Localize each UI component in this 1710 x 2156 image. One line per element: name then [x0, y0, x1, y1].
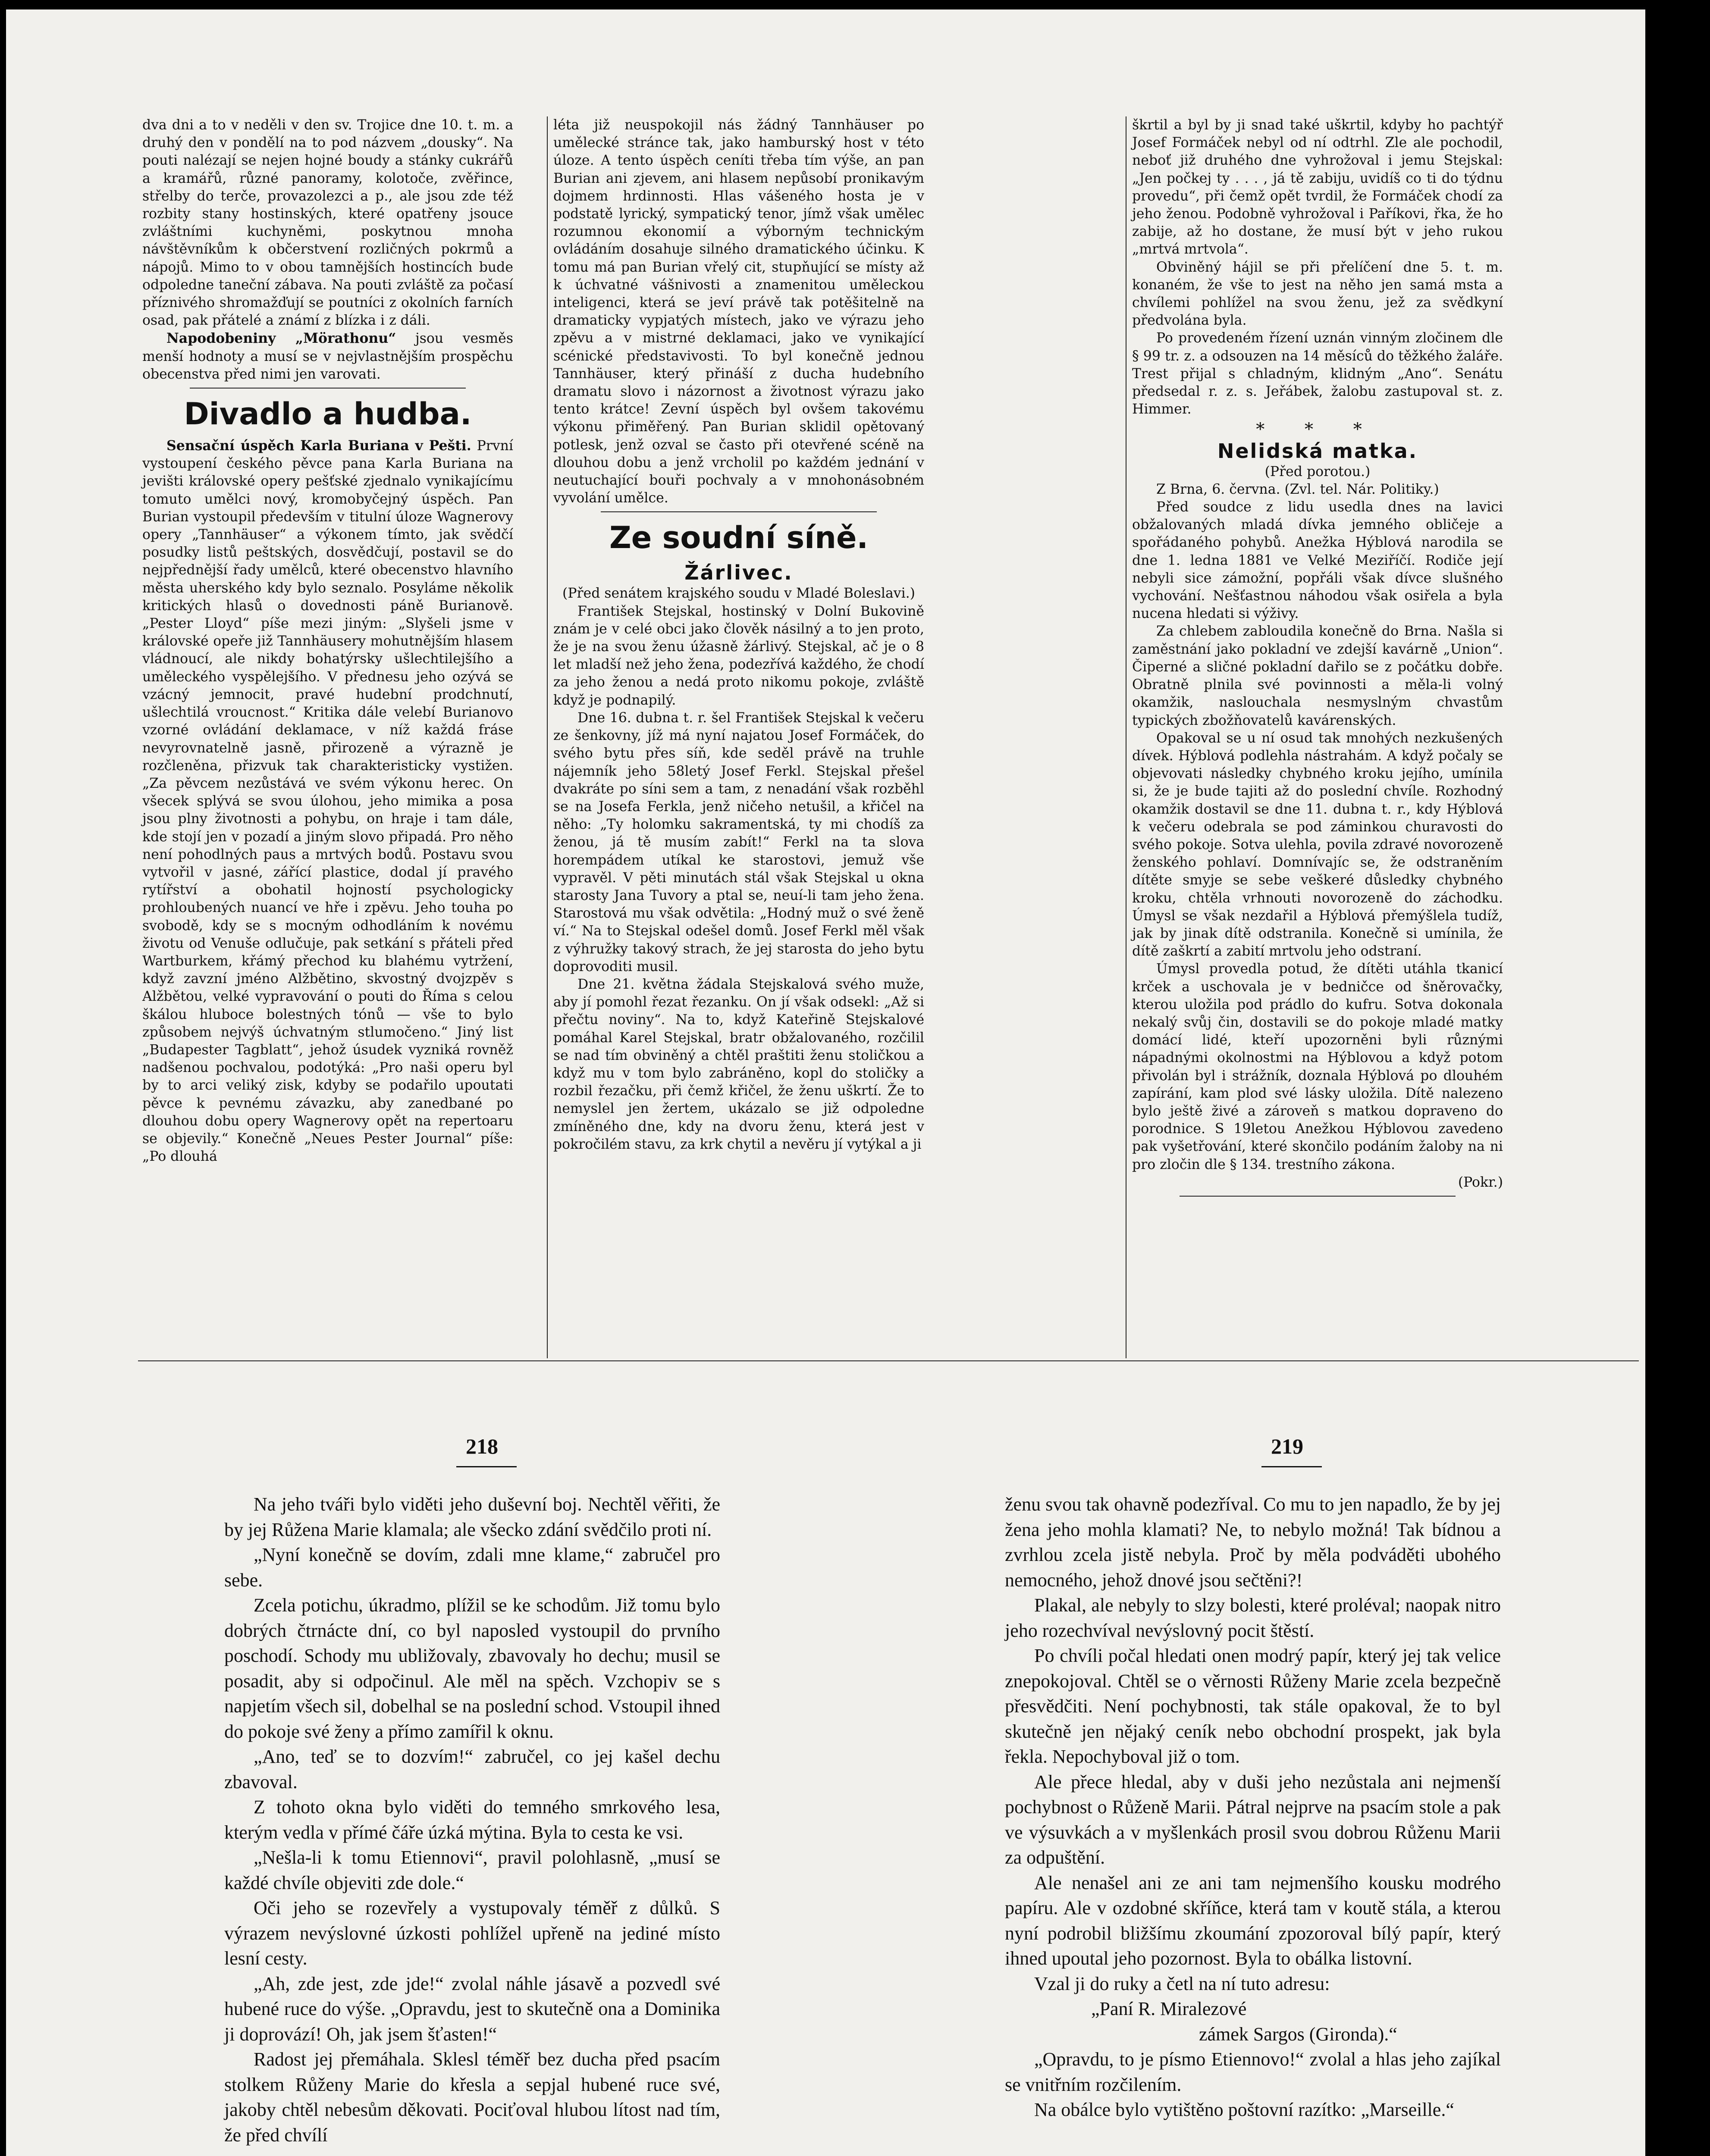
book-page-left — [224, 1492, 720, 2148]
paragraph — [142, 329, 513, 383]
article-title: Nelidská matka. — [1217, 439, 1418, 463]
newspaper-column-1 — [142, 116, 513, 1166]
address-line: „Paní R. Miralezové — [1091, 1998, 1247, 2019]
section-title-court: Ze soudní síně. — [609, 520, 869, 556]
divider — [1180, 1196, 1456, 1197]
page-number-rule — [1261, 1466, 1322, 1467]
section-title-theatre: Divadlo a hudba. — [184, 396, 472, 432]
book-paragraph: Na jeho tváři bylo viděti jeho duševní boj. Nechtěl věřiti, že by jej Růžena Marie klamala; ale všecko zdání svědčilo proti ní. — [224, 1494, 720, 1540]
scan-border-top — [0, 0, 1710, 9]
paragraph — [142, 437, 513, 1166]
book-paragraph: Plakal, ale nebyly to slzy bolesti, které proléval; naopak nitro jeho rozechvíval nevýslovný pocit štěstí. — [1005, 1595, 1501, 1641]
column-rule — [547, 116, 548, 1358]
book-paragraph: Na obálce bylo vytištěno poštovní razítko: „Marseille.“ — [1034, 2099, 1454, 2120]
paragraph: Opakoval se u ní osud tak mnohých nezkušených dívek. Hýblová podlehla nástrahám. A když počaly se objevovati následky chybného kroku jejího, umínila si, že je bude tajiti až do poslední chvíle. Rozhodný okamžik dostavil se dne 11. dubna t. r., kdy Hýblová k večeru odebrala se pod záminkou churavosti do svého pokoje. Sotva ulehla, povila zdravé novorozeně ženského pohlaví. Domnívajíc se, že odstraněním dítěte smyje se sebe veškeré důsledky chybného kroku, chtěla vrhnouti novorozeně do záchodku. Úmysl se však nezdařil a Hýblová přemýšlela tudíž, jak by jinak dítě odstranila. Konečně si umínila, že dítě zaškrtí a zabití mrtvolu jeho odstraní. — [1132, 730, 1503, 959]
page-number-right: 219 — [1271, 1434, 1303, 1458]
book-paragraph: Ale přece hledal, aby v duši jeho nezůstala ani nejmenší pochybnost o Růženě Marii. Pátral nejprve na psacím stole a pak ve výsuvkách a v myšlenkách prosil svou dobrou Růženu Marii za odpuštění. — [1005, 1771, 1501, 1868]
book-paragraph: Po chvíli počal hledati onen modrý papír, který jej tak velice znepokojoval. Chtěl se o věrnosti Růženy Marie zcela bezpečně přesvědčiti. Není pochybnosti, tak stále opakoval, že to byl skutečně jen nějaký ceník nebo obchodní prospekt, jak byla řekla. Nepochyboval již o tom. — [1005, 1645, 1501, 1767]
court-note: (Před senátem krajského soudu v Mladé Boleslavi.) — [562, 586, 915, 602]
page-number-rule — [456, 1466, 517, 1467]
book-paragraph: ženu svou tak ohavně podezříval. Co mu to jen napadlo, že by jej žena jeho mohla klamati? Ne, to nebylo možná! Tak bídnou a zvrhlou zcela jistě nebyla. Proč by měla podváděti ubohého nemocného, jehož dnové jsou sečtěni?! — [1005, 1494, 1501, 1591]
continued-note: (Pokr.) — [1458, 1174, 1503, 1190]
divider — [601, 511, 877, 512]
paragraph: Dne 21. května žádala Stejskalová svého muže, aby jí pomohl řezat řezanku. On jí však odsekl: „Až si přečtu noviny“. Na to, když Kateřině Stejskalové pomáhal Karel Stejskal, bratr obžalovaného, rozčilil se nad tím obviněný a chtěl praštiti ženu stoličkou a když mu v tom bylo zabráněno, kopl do stoličky a rozbil řezačku, při čemž křičel, že ženu uškrtí. Že to nemyslel jen žertem, ukázalo se již odpoledne zmíněného dne, kdy na dvoru ženu, která jest v pokročilém stavu, za krk chytil a nevěru jí vytýkal a ji — [553, 976, 924, 1152]
scan-border-left — [0, 0, 6, 2156]
court-note: (Před porotou.) — [1264, 464, 1371, 479]
paragraph: Úmysl provedla potud, že dítěti utáhla tkanicí krček a uschovala je v bedničce od šněrovačky, kterou uložila pod prádlo do kufru. Sotva dokonala nekalý svůj čin, dostavili se do pokoje mladé matky domácí lidé, kteří upozorněni byli různými nápadnými okolnostmi na Hýblovou a když potom přivolán byl i strážník, doznala Hýblová po dlouhém zapírání, kam plod své lásky uložila. Dítě nalezeno bylo ještě živé a zároveň s matkou dopraveno do porodnice. S 19letou Anežkou Hýblovou zavedeno pak vyšetřování, které skončilo podáním žaloby na ni pro zločin dle § 134. trestního zákona. — [1132, 961, 1503, 1172]
book-paragraph: Ale nenašel ani ze ani tam nejmenšího kousku modrého papíru. Ale v ozdobné skříňce, která tam v koutě stála, a kterou nyní podrobil bližšímu zkoumání zpozoroval bílý papír, který ihned upoutal jeho pozornost. Byla to obálka listovní. — [1005, 1872, 1501, 1969]
article-title: Žárlivec. — [684, 561, 793, 585]
book-paragraph: „Opravdu, to je písmo Etiennovo!“ zvolal a hlas jeho zajíkal se vnitřním rozčilením. — [1005, 2049, 1501, 2095]
dateline: Z Brna, 6. června. (Zvl. tel. Nár. Politiky.) — [1156, 481, 1439, 497]
book-paragraph: Zcela potichu, úkradmo, plížil se ke schodům. Již tomu bylo dobrých čtrnácte dní, co byl naposled vystoupil do prvního poschodí. Schody mu ubližovaly, zbavovaly ho dechu; musil se posadit, aby si odpočinul. Ale měl na spěch. Vzchopiv se s napjetím všech sil, dobelhal se na poslední schod. Vstoupil ihned do pokoje své ženy a přímo zamířil k oknu. — [224, 1595, 720, 1742]
book-paragraph: Vzal ji do ruky a četl na ní tuto adresu: — [1034, 1973, 1330, 1994]
book-paragraph: „Nešla-li k tomu Etiennovi“, pravil polohlasně, „musí se každé chvíle objeviti zde dole.“ — [224, 1847, 720, 1893]
book-paragraph: Oči jeho se rozevřely a vystupovaly téměř z důlků. S výrazem nevýslovné úzkosti pohlížel upřeně na jediné místo lesní cesty. — [224, 1897, 720, 1969]
paragraph: Obviněný hájil se při přelíčení dne 5. t. m. konaném, že vše to jest na něho jen samá msta a chvílemi pohlížel na svou ženu, jež za svědkyní předvolána byla. — [1132, 259, 1503, 329]
book-paragraph: „Nyní konečně se dovím, zdali mne klame,“ zabručel pro sebe. — [224, 1544, 720, 1591]
scan-border-right — [1645, 0, 1710, 2156]
paragraph: škrtil a byl by ji snad také uškrtil, kdyby ho pachtýř Josef Formáček nebyl od ní odtrhl. Zle ale pochodil, neboť již druhého dne vyhrožoval i jemu Stejskal: „Jen počkej ty . . . , já tě zabiju, uvidíš co ti do týdnu provedu“, při čemž opět tvrdil, že Formáček chodí za jeho ženou. Podobně vyhrožoval i Paříkovi, řka, že ho zabije, až ho dostane, že musí být v jeho rukou „mrtvá mrtvola“. — [1132, 117, 1503, 257]
paragraph: Za chlebem zabloudila konečně do Brna. Našla si zaměstnání jako pokladní ve zdejší kavárně „Union“. Čiperné a sličné pokladní dařilo se z počátku dobře. Obratně plnila své povinnosti a měla-li volný okamžik, naslouchala nesmyslným chvastům typických zbožňovatelů kavárenských. — [1132, 624, 1503, 728]
paragraph-lead: Napodobeniny „Mörathonu“ — [166, 330, 396, 347]
newspaper-column-2 — [553, 116, 924, 1153]
page-number-left: 218 — [466, 1434, 498, 1458]
paragraph: dva dni a to v neděli v den sv. Trojice dne 10. t. m. a druhý den v pondělí na to pod názvem „dousky“. Na pouti nalézají se nejen hojné boudy a stánky cukrářů a kramářů, různé panoramy, kolotoče, zvěřince, střelby do terče, provazolezci a p., ale jsou zde též rozbity stany hostinských, které opatřeny jsouce zvláštními kuchyněmi, poskytnou mnoha návštěvníkům k občerstvení rozličných pokrmů a nápojů. Mimo to v obou tamnějších hostincích bude odpoledne taneční zábava. Na pouti zvláště za počasí příznivého shromažďují se poutníci z okolních farních osad, pak přátelé a známí z blízka i z dáli. — [142, 117, 513, 329]
paragraph: Dne 16. dubna t. r. šel František Stejskal k večeru ze šenkovny, jíž má nyní najatou Josef Formáček, do svého bytu přes síň, kde seděl právě na truhle nájemník jeho 58letý Josef Ferkl. Stejskal přešel dvakráte po síni sem a tam, z nenadání však rozběhl se na Josefa Ferkla, jenž ničeho netušil, a křičel na něho: „Ty holomku sakramentská, ty mi chodíš za ženou, já tě musím zabít!“ Ferkl na ta slova horempádem utíkal ke starostovi, jemuž vše vypravěl. V pěti minutách stál však Stejskal u okna starosty Jana Tuvory a ptal se, neuí-li tam jeho žena. Starostová mu však odvětila: „Hodný muž o své ženě ví.“ Na to Stejskal odešel domů. Josef Ferkl měl však z výhružky takový strach, že jej starosta do jeho bytu doprovoditi musil. — [553, 710, 924, 975]
book-page-right — [1005, 1492, 1501, 2123]
book-paragraph: Radost jej přemáhala. Sklesl téměř bez ducha před psacím stolkem Růženy Marie do křesla a sepjal hubené ruce své, jakoby chtěl nebesům děkovati. Pociťoval hlubou lítost nad tím, že před chvílí — [224, 2049, 720, 2146]
book-paragraph: „Ano, teď se to dozvím!“ zabručel, co jej kašel dechu zbavoval. — [224, 1746, 720, 1792]
paragraph: Před soudce z lidu usedla dnes na lavici obžalovaných mladá dívka jemného obličeje a spořádaného pohybů. Anežka Hýblová narodila se dne 1. ledna 1881 ve Velké Meziříčí. Rodiče její nebyli sice zámožní, popřáli však dívce slušného vychování. Nešťastnou náhodou však osiřela a byla nucena hledati si výživy. — [1132, 499, 1503, 622]
paragraph: léta již neuspokojil nás žádný Tannhäuser po umělecké stránce tak, jako hamburský host v této úloze. A tento úspěch ceníti třeba tím výše, an pan Burian ani zjevem, ani hlasem nepůsobí pronikavým dojmem hrdinnosti. Hlas vášeného hosta je v podstatě lyrický, sympatický tenor, jímž však umělec rozumnou ekonomií a výborným technickým ovládáním dosahuje silného dramatického účinku. K tomu má pan Burian vřelý cit, stupňující se místy až k úchvatné vášnivosti a znamenitou uměleckou inteligenci, která se jeví právě tak potěšitelně na dramaticky vypjatých místech, jako ve výrazu jeho zpěvu a v mistrné deklamaci, jako ve vynikající scénické představivosti. To byl konečně jednou Tannhäuser, který přináší z ducha hudebního dramatu slovo i názornost a životnost výrazu jako tento krátce! Zevní úspěch byl ovšem takovému výkonu přiměřený. Pan Burian sklidil opětovaný potlesk, jenž ozval se často při otevřené scéně na dlouhou dobu a jenž vrcholil po každém jednání v neutuchající bouři pochvaly a v mnohonásobném vyvolání umělce. — [553, 117, 924, 506]
book-paragraph: Z tohoto okna bylo viděti do temného smrkového lesa, kterým vedla v přímé čáře úzká mýtina. Byla to cesta ke vsi. — [224, 1796, 720, 1843]
section-stars: * * * — [1256, 420, 1379, 440]
address-line: zámek Sargos (Gironda).“ — [1199, 2023, 1397, 2045]
paragraph: František Stejskal, hostinský v Dolní Bukovině znám je v celé obci jako člověk násilný a to jen proto, že je na svou ženu úžasně žárlivý. Stejskal, ač je o 8 let mladší než jeho žena, podezřívá každého, že chodí za jeho ženou a nedá proto nikomu pokoje, zvláště když je podnapilý. — [553, 603, 924, 708]
divider — [190, 388, 466, 389]
paragraph: Po provedeném řízení uznán vinným zločinem dle § 99 tr. z. a odsouzen na 14 měsíců do těžkého žaláře. Trest přijal s chladným, klidným „Ano“. Senátu předsedal r. z. s. Jeřábek, žalobu zastupoval st. z. Himmer. — [1132, 330, 1503, 417]
paragraph-lead: Sensační úspěch Karla Buriana v Pešti. — [166, 438, 471, 454]
page-separator-rule — [138, 1360, 1639, 1361]
paragraph-text: jsou vesměs menší hodnoty a musí se v nejvlastnějším prospěchu obecenstva před nimi jen varovati. — [142, 331, 513, 382]
book-paragraph: „Ah, zde jest, zde jde!“ zvolal náhle jásavě a pozvedl své hubené ruce do výše. „Opravdu, jest to skutečně ona a Dominika ji doprovází! Oh, jak jsem šťasten!“ — [224, 1973, 720, 2045]
newspaper-column-3 — [1132, 116, 1503, 1201]
paragraph-text: První vystoupení českého pěvce pana Karla Buriana na jevišti královské opery pešťské zjednalo vynikajícímu tomuto umělci nový, kromobyčejný úspěch. Pan Burian vystoupil především v titulní úloze Wagnerovy opery „Tannhäuser“ a výkonem tímto, jak svědčí posudky listů peštských, dosvědčují, postavil se do nejpřednější řady umělců, které obecenstvo hlavního města uherského kdy bylo seznalo. Posyláme několik kritických hlasů o dovednosti páně Burianově. „Pester Lloyd“ píše mezi jiným: „Slyšeli jsme v královské opeře již Tannhäusery mohutnějším hlasem vládnoucí, ale nikdy bohatýrsky ušlechtilejšího a uměleckého vyspělejšího. V přednesu jeho ozývá se vzácný jemnocit, pravé hudební prodchnutí, ušlechtilá vroucnost.“ Kritika dále velebí Burianovo vzorné ovládání deklamace, v níž každá fráse nevyrovnatelně jasně, přirozeně a výrazně je rozčleněna, přizvuk tak charakteristicky vystižen. „Za pěvcem nezůstává ve svém výkonu herec. On všecek splývá se svou úlohou, jeho mimika a posa jsou plny životnosti a pohybu, on hraje i tam dále, kde stojí jen v pozadí a jiným slovo připadá. Pro něho není pohodlných paus a mrtvých bodů. Postavu svou vytvořil v jasné, zářící plastice, dodal jí pravého rytířství a obohatil hojností psychologicky prohloubených nuancí ve hře i zpěvu. Jeho touha po svobodě, kdy se s mocným odhodláním k novému životu od Venuše odlučuje, pak setkání s přáteli před Wartburkem, křámý přechod ku blahému vytržení, když zavzní jméno Alžbětino, skvostný dvojzpěv s Alžbětou, velké vypravování o pouti do Říma s celou škálou hluboce bolestných tónů — vše to bylo způsobem nejvýš úchvatným stlumočeno.“ Jiný list „Budapester Tagblatt“, jehož úsudek vyzniká rovněž nadšenou pochvalou, podotýká: „Pro naši operu byl by to arci veliký zisk, kdyby se podařilo upoutati pěvce k pevnému závazku, aby zanedbané po dlouhou dobu opery Wagnerovy opět na repertoaru se objevily.“ Konečně „Neues Pester Journal“ píše: „Po dlouhá — [142, 438, 513, 1165]
